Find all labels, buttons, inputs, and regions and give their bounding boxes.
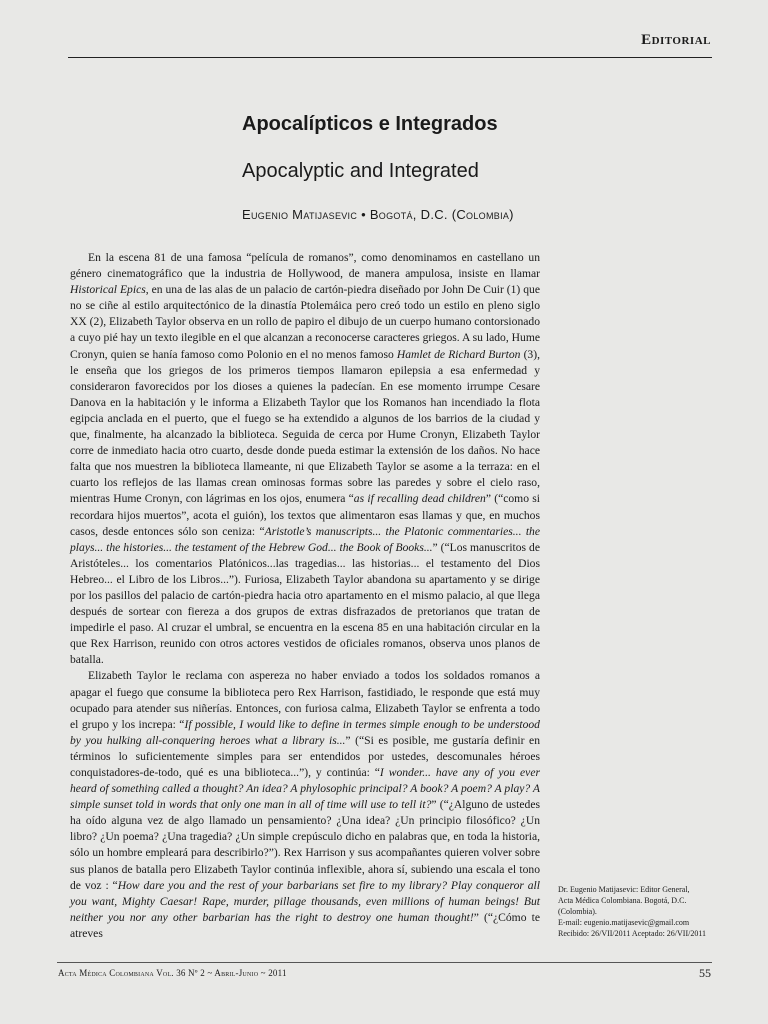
sidenote-line: E-mail: eugenio.matijasevic@gmail.com [558,918,690,927]
italic-quote-run: Historical Epics [70,283,146,297]
sidenote-line: Dr. Eugenio Matijasevic: Editor General, [558,885,690,894]
italic-quote-run: as if recalling dead children [353,492,486,506]
text-run: , en una de las alas de un palacio de cartón-piedra diseñado por John De Cuir (1) que no se ciñe al estilo arquitectónico de la dinastía Ptolemáica pero creó todo un estilo en pleno siglo XX (2), Elizabeth Taylor observa en un rollo de papiro el dibujo de un cuerpo humano contorsionado a cuyo pié hay un texto ilegible en el que alcanzan a reconocerse caracteres griegos. A su lado, Hume Cronyn, quien se hanía famoso como Polonio en el no menos famoso [70,283,540,361]
section-rule [68,57,712,58]
text-run: ” (“Si es posible, me gustaría definir en términos lo suficientemente simples para ser entendidos por ustedes, descomunales héroes conquistadores-de-todo, qué es una biblioteca...”), y continúa: “ [70,733,540,779]
section-label: Editorial [641,32,711,48]
text-run: ” (“¿Alguno de ustedes ha oído alguna vez de algo llamado un pensamiento? ¿Una idea? ¿Un principio filosófico? ¿Un libro? ¿Un poema? ¿Una tragedia? ¿Un simple crepúsculo dicho en palabras que, en toda la historia, sólo un hombre empleará para describirlo?”). Rex Harrison y sus acompañantes quieren volver sobre sus planos de batalla pero Elizabeth Taylor continúa inflexible, ahora sí, subiendo una escala el tono de voz : “ [70,798,540,892]
sidenote-line: Acta Médica Colombiana. Bogotá, D.C. [558,896,687,905]
text-run: ” (“como si recordara hijos muertos”, acota el guión), los textos que alimentaron esas llamas y que, en muchos casos, desde entonces sólo son ceniza: “ [70,492,540,538]
italic-quote-run: If possible, I would like to define in termes simple enough to be understood by you hulking all-conquering heroes what a library is... [70,717,540,747]
text-run: En la escena 81 de una famosa “película de romanos”, como denominamos en castellano un género cinematográfico que la industria de Hollywood, de manera ampulosa, insiste en llamar [70,251,540,281]
article-body [70,250,540,942]
text-run: ” (“Los manuscritos de Aristóteles... los comentarios Platónicos...las tragedias... las historias... el testamento del Dios Hebreo... el Libro de los Libros...”). Furiosa, Elizabeth Taylor abandona su apartamento y se dirige por los pasillos del palacio de cartón-piedra hacia otro apartamento en el mismo palacio, al que llega después de sortear con fiereza a dos grupos de extras disfrazados de pretorianos que tratan de impedirle el paso. Al cruzar el umbral, se encuentra en la escena 85 en una habitación circular en la que Rex Harrison, reunido con otros actores vestidos de oficiales romanos, observa unos planos de batalla. [70,540,540,667]
italic-quote-run: I wonder... have any of you ever heard of something called a thought? An idea? A phylosophic principal? A book? A poem? A play? A simple sunset told in words that only one man in all of time will use to tell it? [70,766,540,812]
footer-journal-citation: Acta Médica Colombiana Vol. 36 Nº 2 ~ Abril-Junio ~ 2011 [58,968,287,978]
text-run: ” (“¿Cómo te atreves [70,910,540,940]
italic-quote-run: Aristotle’s manuscripts... the Platonic commentaries... the plays... the histories... the testament of the Hebrew God... the Book of Books... [70,524,540,554]
italic-quote-run: How dare you and the rest of your barbarians set fire to my library? Play conqueror all you want, Mighty Caesar! Rape, murder, pillage thousands, even millions of human beings! But neither you nor any other barbarian has the right to destroy one human thought! [70,878,541,924]
footer-rule [57,962,712,963]
sidenote-line: (Colombia). [558,907,597,916]
article-title-spanish: Apocalípticos e Integrados [242,113,498,135]
article-title-english: Apocalyptic and Integrated [242,160,479,182]
body-paragraph-1 [70,250,540,668]
page-number: 55 [699,966,711,980]
sidenote-line: Recibido: 26/VII/2011 Aceptado: 26/VII/2011 [558,929,707,938]
text-run: Elizabeth Taylor le reclama con aspereza no haber enviado a todos los soldados romanos a apagar el fuego que consume la biblioteca pero Rex Harrison, fastidiado, le responde que está muy ocupado para atender sus niñerías. Entonces, con furiosa calma, Elizabeth Taylor se enfrenta a todo el grupo y los increpa: “ [70,669,540,731]
text-run: (3), le enseña que los griegos de los primeros tiempos llamaron epilepsia a esa enfermedad y consideraron favorecidos por los dioses a quienes la padecían. En ese momento irrumpe Cesare Danova en la habitación y le informa a Elizabeth Taylor que los Romanos han incendiado la flota egipcia anclada en el puerto, que el fuego se ha extendido a algunos de los barrios de la ciudad y que, finalmente, ha alcanzado la biblioteca. Seguida de cerca por Hume Cronyn, Elizabeth Taylor corre de inmediato hacia otro cuarto, desde donde pueda estimar la extensión de los daños. No hace falta que nos muestren la biblioteca llameante, ni que Elizabeth Taylor se asome a la terraza: en el cuarto los reflejos de las llamas crean ominosas formas sobre las paredes y sobre el cielo raso, mientras Hume Cronyn, con lágrimas en los ojos, enumera “ [70,347,540,506]
author-sidenote [558,884,716,939]
italic-quote-run: Hamlet de Richard Burton [396,347,521,361]
body-paragraph-2 [70,668,540,942]
author-byline: Eugenio Matijasevic • Bogotá, D.C. (Colombia) [242,207,514,222]
